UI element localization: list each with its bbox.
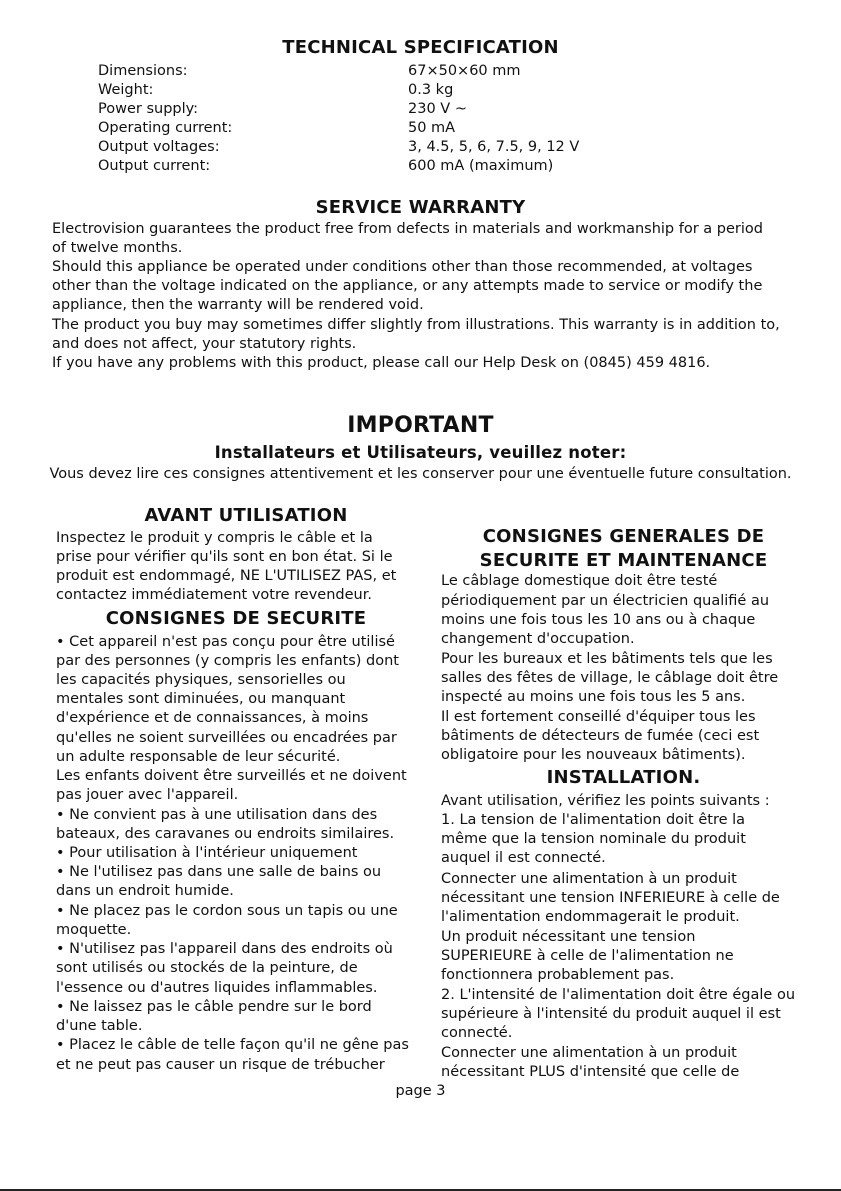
text-line: Inspectez le produit y compris le câble et la [56, 530, 373, 546]
text-line: l'essence ou d'autres liquides inflammables. [56, 980, 378, 996]
consignes-generales-title-line2: SECURITE ET MAINTENANCE [479, 550, 768, 571]
important-note: Vous devez lire ces consignes attentivement et les conserver pour une éventuelle future consultation. [49, 466, 792, 482]
text-line: Les enfants doivent être surveillés et ne doivent [56, 768, 407, 784]
text-line: • Cet appareil n'est pas conçu pour être utilisé [56, 634, 395, 650]
text-line: • N'utilisez pas l'appareil dans des endroits où [56, 941, 393, 957]
spec-label: Power supply: [98, 101, 199, 117]
spec-value: 67×50×60 mm [408, 63, 521, 79]
avant-utilisation-title: AVANT UTILISATION [144, 505, 348, 526]
important-title: IMPORTANT [347, 413, 494, 438]
text-line: • Ne convient pas à une utilisation dans des [56, 807, 378, 823]
text-line: bateaux, des caravanes ou endroits similaires. [56, 826, 395, 842]
text-line: qu'elles ne soient surveillées ou encadrées par [56, 730, 397, 746]
text-line: SUPERIEURE à celle de l'alimentation ne [441, 948, 734, 964]
spec-title: TECHNICAL SPECIFICATION [282, 37, 559, 58]
text-line: • Pour utilisation à l'intérieur uniquement [56, 845, 358, 861]
text-line: appliance, then the warranty will be rendered void. [52, 297, 424, 313]
text-line: auquel il est connecté. [441, 850, 606, 866]
text-line: connecté. [441, 1025, 513, 1041]
spec-value: 230 V ~ [408, 101, 467, 117]
installation-title: INSTALLATION. [546, 767, 701, 788]
text-line: l'alimentation endommagerait le produit. [441, 909, 740, 925]
text-line: supérieure à l'intensité du produit auquel il est [441, 1006, 781, 1022]
text-line: fonctionnera probablement pas. [441, 967, 675, 983]
text-line: If you have any problems with this product, please call our Help Desk on (0845) 459 4816. [52, 355, 711, 371]
text-line: changement d'occupation. [441, 631, 635, 647]
spec-value: 50 mA [408, 120, 456, 136]
text-line: salles des fêtes de village, le câblage doit être [441, 670, 779, 686]
text-line: nécessitant une tension INFERIEURE à celle de [441, 890, 780, 906]
text-line: nécessitant PLUS d'intensité que celle de [441, 1064, 740, 1080]
spec-label: Output current: [98, 158, 211, 174]
text-line: Connecter une alimentation à un produit [441, 1045, 737, 1061]
text-line: même que la tension nominale du produit [441, 831, 746, 847]
text-line: Should this appliance be operated under conditions other than those recommended, at voltages [52, 259, 753, 275]
text-line: obligatoire pour les nouveaux bâtiments). [441, 747, 746, 763]
spec-label: Dimensions: [98, 63, 188, 79]
text-line: moquette. [56, 922, 132, 938]
spec-value: 3, 4.5, 5, 6, 7.5, 9, 12 V [408, 139, 580, 155]
text-line: les capacités physiques, sensorielles ou [56, 672, 346, 688]
text-line: of twelve months. [52, 240, 183, 256]
text-line: pas jouer avec l'appareil. [56, 787, 239, 803]
text-line: inspecté au moins une fois tous les 5 ans. [441, 689, 746, 705]
important-subtitle: Installateurs et Utilisateurs, veuillez noter: [214, 443, 627, 462]
consignes-securite-title: CONSIGNES DE SECURITE [105, 608, 367, 629]
spec-value: 600 mA (maximum) [408, 158, 554, 174]
text-line: contactez immédiatement votre revendeur. [56, 587, 372, 603]
text-line: and does not affect, your statutory rights. [52, 336, 357, 352]
text-line: d'une table. [56, 1018, 143, 1034]
text-line: • Ne l'utilisez pas dans une salle de bains ou [56, 864, 382, 880]
page-number: page 3 [395, 1083, 446, 1099]
warranty-title: SERVICE WARRANTY [315, 197, 526, 218]
text-line: bâtiments de détecteurs de fumée (ceci est [441, 728, 760, 744]
spec-label: Operating current: [98, 120, 233, 136]
text-line: • Ne placez pas le cordon sous un tapis ou une [56, 903, 398, 919]
text-line: 2. L'intensité de l'alimentation doit être égale ou [441, 987, 796, 1003]
spec-label: Output voltages: [98, 139, 220, 155]
text-line: et ne peut pas causer un risque de trébucher [56, 1057, 385, 1073]
text-line: mentales sont diminuées, ou manquant [56, 691, 346, 707]
text-line: Le câblage domestique doit être testé [441, 573, 718, 589]
spec-value: 0.3 kg [408, 82, 454, 98]
text-line: moins une fois tous les 10 ans ou à chaque [441, 612, 756, 628]
text-line: dans un endroit humide. [56, 883, 234, 899]
text-line: d'expérience et de connaissances, à moins [56, 710, 369, 726]
text-line: par des personnes (y compris les enfants) dont [56, 653, 399, 669]
text-line: Connecter une alimentation à un produit [441, 871, 737, 887]
text-line: prise pour vérifier qu'ils sont en bon état. Si le [56, 549, 393, 565]
text-line: Pour les bureaux et les bâtiments tels que les [441, 651, 773, 667]
text-line: Avant utilisation, vérifiez les points suivants : [441, 793, 770, 809]
text-line: The product you buy may sometimes differ slightly from illustrations. This warranty is in addition to, [52, 317, 780, 333]
text-line: Electrovision guarantees the product free from defects in materials and workmanship for a period [52, 221, 763, 237]
text-line: 1. La tension de l'alimentation doit être la [441, 812, 746, 828]
text-line: • Ne laissez pas le câble pendre sur le bord [56, 999, 372, 1015]
spec-label: Weight: [98, 82, 154, 98]
text-line: un adulte responsable de leur sécurité. [56, 749, 341, 765]
text-line: produit est endommagé, NE L'UTILISEZ PAS, et [56, 568, 397, 584]
text-line: Il est fortement conseillé d'équiper tous les [441, 709, 756, 725]
text-line: • Placez le câble de telle façon qu'il ne gêne pas [56, 1037, 409, 1053]
text-line: other than the voltage indicated on the appliance, or any attempts made to service or modify the [52, 278, 763, 294]
consignes-generales-title: CONSIGNES GENERALES DE [482, 526, 765, 547]
text-line: sont utilisés ou stockés de la peinture, de [56, 960, 358, 976]
text-line: périodiquement par un électricien qualifié au [441, 593, 770, 609]
text-line: Un produit nécessitant une tension [441, 929, 696, 945]
